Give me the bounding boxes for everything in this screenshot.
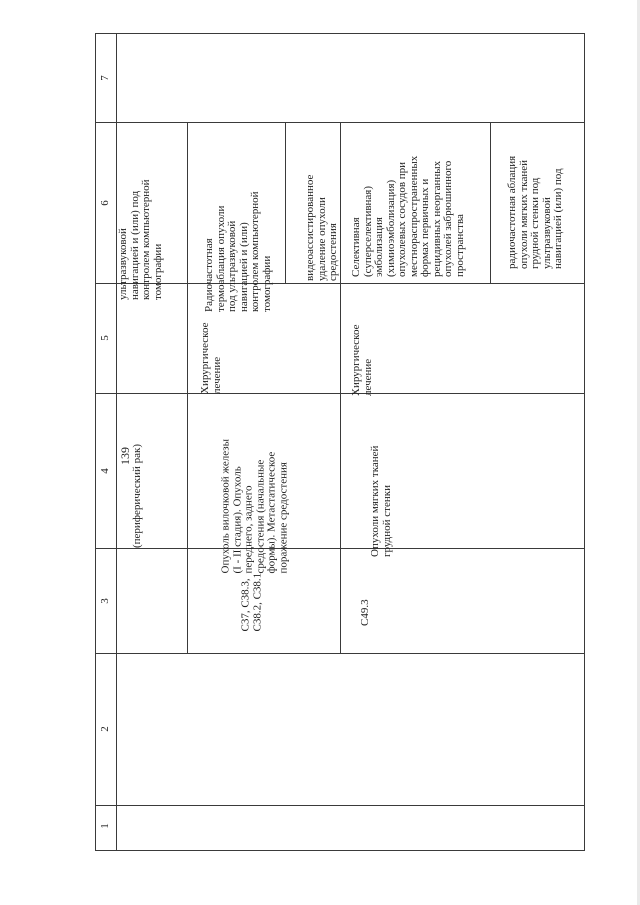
column-header-4: 4 bbox=[99, 468, 111, 474]
header-separator bbox=[116, 33, 117, 851]
row3-col6-item1: Селективная (суперселективная) эмболизация (химиоэмболизация) опухолевых сосудов при местнораспространенных формах первичных и рецидивных неорганных опухолей забрюшинного пространства bbox=[350, 155, 466, 277]
table-border-bottom bbox=[95, 850, 585, 851]
column-header-5: 5 bbox=[99, 335, 111, 341]
row2-col5-cell: Хирургическое лечение bbox=[199, 322, 223, 394]
row1-col6-cell: ультразвуковой навигацией и (или) под контролем компьютерной томографии bbox=[117, 179, 164, 300]
column-header-7: 7 bbox=[99, 75, 111, 81]
row2-col6-item2: видеоассистированное удаление опухоли средостения bbox=[304, 174, 339, 281]
row3-col5-cell: Хирургическое лечение bbox=[350, 324, 374, 396]
row2-col3-cell: C37, C38.3, C38.2, C38.1 bbox=[239, 572, 263, 632]
table-border-right bbox=[584, 33, 585, 851]
row2-col4-cell: Опухоль вилочковой железы (I - II стадия). Опухоль переднего, заднего средостения (начальные формы). Метастатическое поражение средостения bbox=[219, 439, 289, 574]
column-header-6: 6 bbox=[99, 200, 111, 206]
row3-col4-cell: Опухоли мягких тканей грудной стенки bbox=[369, 445, 393, 557]
table-border-top bbox=[95, 33, 585, 34]
column-header-2: 2 bbox=[99, 726, 111, 732]
column-header-1: 1 bbox=[99, 823, 111, 829]
row2-col6-item1: Радиочастотная термоаблация опухоли под ультразвуковой навигацией и (или) контролем компьютерной томографии bbox=[203, 191, 273, 312]
col-divider-1-2 bbox=[95, 805, 584, 806]
row3-col6-item2: радиочастотная аблация опухоли мягких тканей грудной стенки под ультразвуковой навигацией (или) под bbox=[506, 155, 564, 269]
row3-col3-cell: C49.3 bbox=[359, 599, 371, 626]
page-number: 139 bbox=[118, 447, 132, 465]
subrow-divider-r3 bbox=[490, 122, 491, 284]
row1-col4-cell: (периферический рак) bbox=[131, 443, 143, 548]
column-header-3: 3 bbox=[99, 598, 111, 604]
table-border-left bbox=[95, 33, 96, 851]
row-divider-1-2 bbox=[187, 122, 188, 654]
